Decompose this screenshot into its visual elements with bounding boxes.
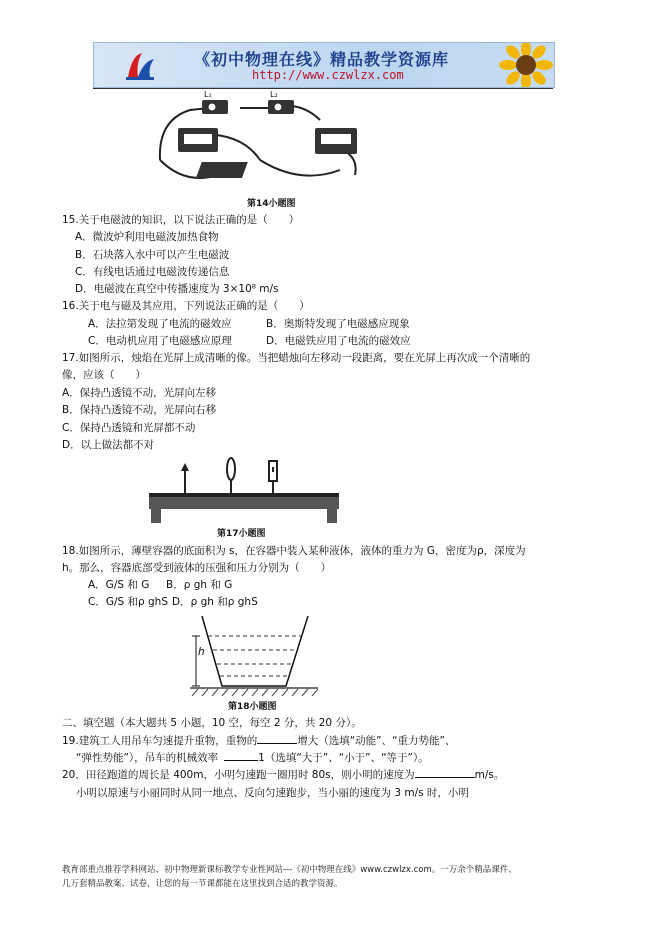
footer-line-2: 几万套精品教案、试卷，让您的每一节课都能在这里找到合适的教学资源。 (62, 879, 343, 889)
section-2-heading: 二、填空题（本大题共 5 小题，10 空，每空 2 分，共 20 分）。 (62, 717, 362, 729)
figure-14-caption: 第14小题图 (247, 199, 296, 209)
page-footer (62, 863, 602, 891)
question-17-option-a: A．保持凸透镜不动，光屏向左移 (62, 387, 217, 399)
circuit-figure (150, 90, 370, 192)
question-20-line-1 (62, 767, 504, 782)
question-16-option-c: C．电动机应用了电磁感应原理 (88, 335, 232, 347)
question-15-stem: 15.关于电磁波的知识，以下说法正确的是（ ） (62, 214, 300, 226)
question-17-option-b: B．保持凸透镜不动，光屏向右移 (62, 404, 217, 416)
ground-hatch-icon (190, 688, 318, 696)
question-19-blank-1[interactable] (257, 733, 297, 744)
site-logo-icon (122, 47, 158, 83)
question-19-text-c: “弹性势能”），吊车的机械效率 (76, 752, 219, 764)
header-url[interactable]: http://www.czwlzx.com (252, 68, 404, 82)
depth-label: h (198, 646, 205, 658)
header-banner (93, 42, 555, 88)
question-16-option-b: B．奥斯特发现了电磁感应现象 (266, 318, 410, 330)
question-18-option-d: D．ρ gh 和ρ ghS (172, 596, 258, 608)
question-15-option-d: D．电磁波在真空中传播速度为 3×10⁸ m/s (75, 283, 279, 295)
question-20-text-a: 20．田径跑道的周长是 400m，小明匀速跑一圈用时 80s，则小明的速度为 (62, 769, 415, 781)
figure-18-caption: 第18小题图 (228, 702, 277, 712)
question-18-option-c: C．G/S 和ρ ghS (88, 596, 168, 608)
container-figure (188, 612, 320, 698)
question-20-text-b: m/s。 (474, 769, 505, 781)
question-15-option-a: A．微波炉利用电磁波加热食物 (75, 231, 219, 243)
convex-lens-icon (227, 458, 235, 493)
candle-icon (181, 463, 189, 493)
question-17-stem: 17.如图所示，烛焰在光屏上成清晰的像。当把蜡烛向左移动一段距离，要在光屏上再次成一个清晰的 (62, 352, 531, 364)
question-16-stem: 16.关于电与磁及其应用，下列说法正确的是（ ） (62, 300, 310, 312)
question-19-blank-2[interactable] (224, 750, 258, 761)
question-18-stem: 18.如图所示，薄壁容器的底面积为 s，在容器中装入某种液体，液体的重力为 G，密度为ρ，深度为 (62, 545, 526, 557)
lamp-label-l2: L₂ (270, 90, 278, 99)
question-17-stem-cont: 像，应该（ ） (62, 369, 146, 381)
header-divider (93, 88, 553, 89)
question-20-line-2: 小明以原速与小丽同时从同一地点、反向匀速跑步，当小丽的速度为 3 m/s 时，小明 (76, 787, 469, 799)
header-title: 《初中物理在线》精品教学资源库 (194, 50, 450, 69)
question-15-option-c: C．有线电话通过电磁波传递信息 (75, 266, 230, 278)
question-20-blank-1[interactable] (415, 767, 475, 778)
footer-line-1: 教育部重点推荐学科网站、初中物理新课标教学专业性网站---《初中物理在线》www.czwlzx.com。一万余个精品课件、 (62, 865, 517, 875)
question-16-option-d: D．电磁铁应用了电流的磁效应 (266, 335, 411, 347)
question-19-text-a: 19.建筑工人用吊车匀速提升重物，重物的 (62, 735, 258, 747)
lamp-label-l1: L₁ (204, 90, 212, 99)
question-19-text-b: 增大（选填“动能”、“重力势能”、 (297, 735, 456, 747)
figure-17-caption: 第17小题图 (217, 529, 266, 539)
question-18-option-a: A．G/S 和 G (88, 579, 150, 591)
question-17-option-d: D．以上做法都不对 (62, 439, 155, 451)
optical-bench-figure (145, 455, 345, 525)
question-19-text-d: 1（选填“大于”、“小于”、“等于”）。 (258, 752, 429, 764)
question-19-line-1 (62, 733, 455, 748)
question-17-option-c: C．保持凸透镜和光屏都不动 (62, 422, 196, 434)
sunflower-icon (498, 43, 554, 87)
question-18-stem-cont: h。那么，容器底部受到液体的压强和压力分别为（ ） (62, 562, 332, 574)
question-16-option-a: A．法拉第发现了电流的磁效应 (88, 318, 232, 330)
question-15-option-b: B．石块落入水中可以产生电磁波 (75, 249, 230, 261)
question-18-option-b: B．ρ gh 和 G (166, 579, 233, 591)
light-screen-icon (269, 461, 277, 493)
question-19-line-2 (76, 750, 429, 765)
